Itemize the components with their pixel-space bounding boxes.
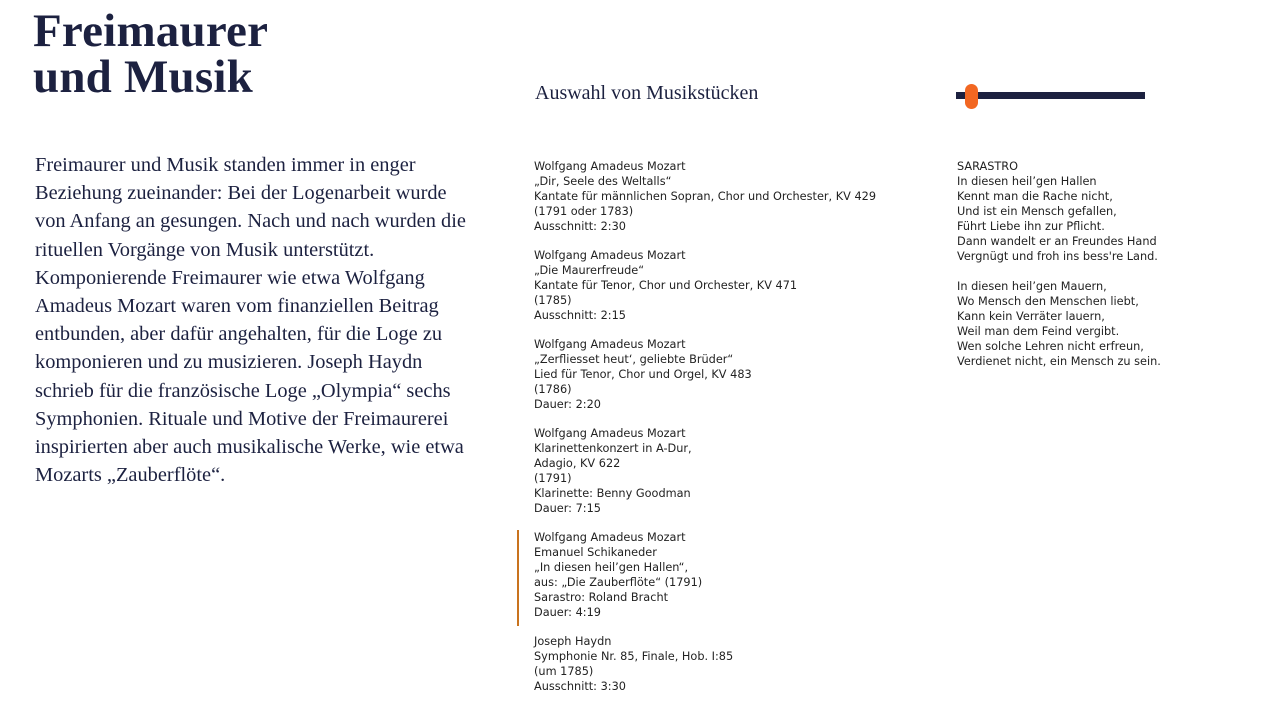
music-piece-line: „Zerfliesset heut‘, geliebte Brüder“ xyxy=(534,353,734,366)
page-title-line-1: Freimaurer xyxy=(33,5,269,57)
lyrics-panel xyxy=(957,159,1257,384)
music-piece-line: Joseph Haydn xyxy=(534,635,612,648)
lyrics-line: Weil man dem Feind vergibt. xyxy=(957,325,1120,338)
lyrics-line: Führt Liebe ihn zur Pflicht. xyxy=(957,220,1105,233)
music-piece-line: Lied für Tenor, Chor und Orgel, KV 483 xyxy=(534,368,752,381)
intro-text: Freimaurer und Musik standen immer in enger Beziehung zueinander: Bei der Logenarbeit wurde von Anfang an gesungen. Nach und nach wurden die rituellen Vorgänge von Musik unterstützt. Komponierende Freimaurer wie etwa Wolfgang Amadeus Mozart waren vom finanziellen Beitrag entbunden, aber dafür angehalten, für die Loge zu komponieren und zu musizieren. Joseph Haydn schrieb für die französische Loge „Olympia“ sechs Symphonien. Rituale und Motive der Freimaurerei inspirierten aber auch musikalische Werke, wie etwa Mozarts „Zauberflöte“. xyxy=(35,154,466,487)
lyrics-line: Und ist ein Mensch gefallen, xyxy=(957,205,1117,218)
lyrics-line: In diesen heil’gen Mauern, xyxy=(957,280,1107,293)
lyrics-line: Wo Mensch den Menschen liebt, xyxy=(957,295,1139,308)
music-piece-line: aus: „Die Zauberflöte“ (1791) xyxy=(534,576,703,589)
music-piece-line: Adagio, KV 622 xyxy=(534,457,621,470)
music-piece-line: Ausschnitt: 3:30 xyxy=(534,680,626,693)
music-piece-item[interactable] xyxy=(534,426,914,516)
lyrics-line: Vergnügt und froh ins bess're Land. xyxy=(957,250,1158,263)
lyrics-stanza-2 xyxy=(957,279,1257,369)
lyrics-line: Kann kein Verräter lauern, xyxy=(957,310,1105,323)
selection-title: Auswahl von Musikstücken xyxy=(535,82,759,104)
music-piece-line: Wolfgang Amadeus Mozart xyxy=(534,531,686,544)
music-piece-line: Emanuel Schikaneder xyxy=(534,546,657,559)
music-piece-line: Wolfgang Amadeus Mozart xyxy=(534,249,686,262)
music-piece-line: (1785) xyxy=(534,294,572,307)
page-title-line-2: und Musik xyxy=(33,51,253,103)
music-piece-line: Dauer: 4:19 xyxy=(534,606,601,619)
music-piece-line: Wolfgang Amadeus Mozart xyxy=(534,427,686,440)
music-piece-line: (um 1785) xyxy=(534,665,594,678)
music-piece-line: Kantate für Tenor, Chor und Orchester, KV 471 xyxy=(534,279,798,292)
music-piece-line: Symphonie Nr. 85, Finale, Hob. I:85 xyxy=(534,650,734,663)
music-piece-line: Wolfgang Amadeus Mozart xyxy=(534,338,686,351)
music-piece-item[interactable] xyxy=(534,634,914,694)
lyrics-stanza-1 xyxy=(957,174,1257,264)
progress-handle[interactable] xyxy=(965,84,978,109)
music-piece-line: Dauer: 2:20 xyxy=(534,398,601,411)
music-piece-line: „In diesen heil’gen Hallen“, xyxy=(534,561,689,574)
music-piece-item[interactable] xyxy=(534,337,914,412)
music-piece-line: Kantate für männlichen Sopran, Chor und Orchester, KV 429 xyxy=(534,190,877,203)
music-piece-item[interactable] xyxy=(534,530,914,620)
music-piece-line: (1786) xyxy=(534,383,572,396)
music-piece-line: Klarinettenkonzert in A-Dur, xyxy=(534,442,692,455)
music-piece-line: „Dir, Seele des Weltalls“ xyxy=(534,175,672,188)
music-piece-item[interactable] xyxy=(534,248,914,323)
music-piece-line: Ausschnitt: 2:15 xyxy=(534,309,626,322)
music-piece-line: Klarinette: Benny Goodman xyxy=(534,487,691,500)
music-piece-line: (1791) xyxy=(534,472,572,485)
music-piece-line: Ausschnitt: 2:30 xyxy=(534,220,626,233)
audio-progress-slider[interactable] xyxy=(956,92,1145,99)
music-piece-line: (1791 oder 1783) xyxy=(534,205,634,218)
lyrics-line: Wen solche Lehren nicht erfreun, xyxy=(957,340,1144,353)
progress-track[interactable] xyxy=(956,92,1145,99)
music-piece-item[interactable] xyxy=(534,159,914,234)
music-piece-line: Sarastro: Roland Bracht xyxy=(534,591,669,604)
lyrics-heading: SARASTRO xyxy=(957,160,1019,173)
music-piece-line: „Die Maurerfreude“ xyxy=(534,264,645,277)
lyrics-line: In diesen heil’gen Hallen xyxy=(957,175,1097,188)
music-piece-line: Wolfgang Amadeus Mozart xyxy=(534,160,686,173)
music-piece-list xyxy=(534,159,914,708)
page-title xyxy=(33,5,269,103)
lyrics-line: Dann wandelt er an Freundes Hand xyxy=(957,235,1157,248)
music-piece-line: Dauer: 7:15 xyxy=(534,502,601,515)
lyrics-line: Kennt man die Rache nicht, xyxy=(957,190,1113,203)
lyrics-line: Verdienet nicht, ein Mensch zu sein. xyxy=(957,355,1161,368)
